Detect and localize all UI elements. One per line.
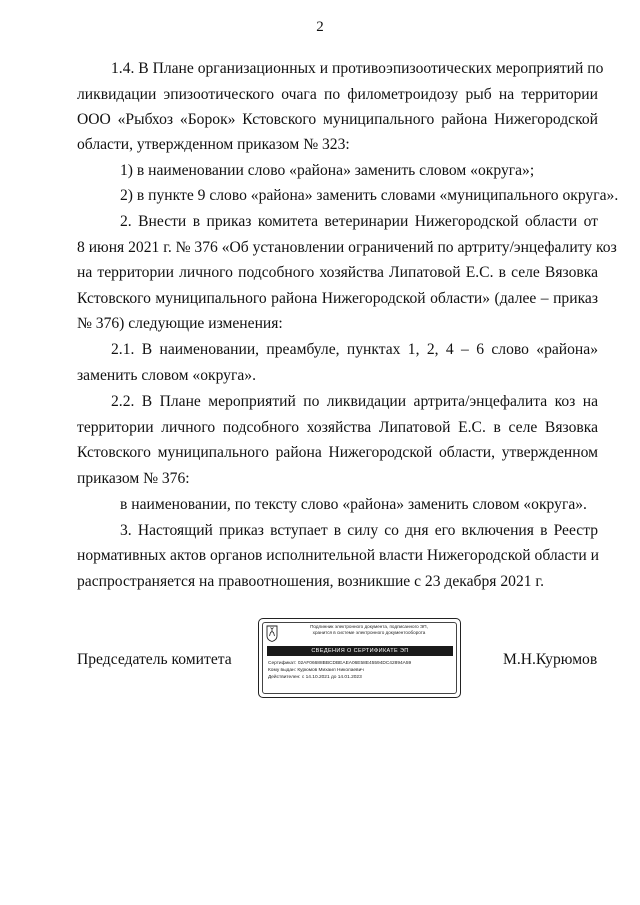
- stamp-header-line-2: хранится в системе электронного документооборота: [312, 630, 426, 635]
- para-2-line-4: Кстовского муниципального района Нижегородской области» (далее – приказ: [77, 290, 598, 307]
- stamp-certificate-band: СВЕДЕНИЯ О СЕРТИФИКАТЕ ЭП: [267, 646, 453, 656]
- signatory-position: Председатель комитета: [77, 651, 232, 668]
- stamp-certificate-row: [268, 661, 411, 667]
- stamp-valid-value: с 14.10.2021 до 14.01.2023: [301, 675, 362, 680]
- stamp-header: [283, 624, 455, 636]
- para-1-4-line-1: 1.4. В Плане организационных и противоэпизоотических мероприятий по: [111, 60, 604, 77]
- stamp-valid-row: [268, 675, 362, 681]
- deer-emblem-icon: [266, 625, 278, 642]
- para-2-line-1: 2. Внести в приказ комитета ветеринарии Нижегородской области от: [120, 213, 598, 230]
- para-1-4-line-3: ООО «Рыбхоз «Борок» Кстовского муниципального района Нижегородской: [77, 111, 598, 128]
- para-2-1-line-1: 2.1. В наименовании, преамбуле, пунктах 1, 2, 4 – 6 слово «района»: [111, 341, 598, 358]
- para-2-line-5: № 376) следующие изменения:: [77, 315, 283, 332]
- para-3-line-1: 3. Настоящий приказ вступает в силу со дня его включения в Реестр: [120, 522, 598, 539]
- para-2-2-line-1: 2.2. В Плане мероприятий по ликвидации артрита/энцефалита коз на: [111, 393, 598, 410]
- stamp-certificate-value: 02AF06688BBCDBEAEA06E58E45594DC42894A59: [297, 661, 412, 666]
- stamp-issued-row: [268, 668, 364, 674]
- para-2-2-item: в наименовании, по тексту слово «района» заменить словом «округа».: [120, 496, 587, 513]
- para-2-1-line-2: заменить словом «округа».: [77, 367, 256, 384]
- page-number: 2: [316, 19, 324, 35]
- para-3-line-2: нормативных актов органов исполнительной власти Нижегородской области и: [77, 547, 599, 564]
- signatory-name: М.Н.Курюмов: [503, 651, 598, 668]
- stamp-issued-label: Кому выдан:: [268, 668, 296, 673]
- para-2-2-line-3: Кстовского муниципального района Нижегородской области, утвержденном: [77, 444, 598, 461]
- para-2-2-line-2: территории личного подсобного хозяйства Липатовой Е.С. в селе Вязовка: [77, 419, 598, 436]
- para-1-4-line-4: области, утвержденном приказом № 323:: [77, 136, 350, 153]
- para-1-4-item-2: 2) в пункте 9 слово «района» заменить словами «муниципального округа».: [120, 187, 619, 204]
- para-1-4-line-2: ликвидации эпизоотического очага по филометроидозу рыб на территории: [77, 86, 598, 103]
- para-1-4-item-1: 1) в наименовании слово «района» заменить словом «округа»;: [120, 162, 535, 179]
- electronic-signature-stamp: [258, 618, 461, 698]
- para-2-line-2: 8 июня 2021 г. № 376 «Об установлении ограничений по артриту/энцефалиту коз: [77, 239, 617, 256]
- stamp-certificate-label: Сертификат:: [268, 661, 297, 666]
- stamp-header-line-1: Подлинник электронного документа, подписанного ЭП,: [310, 624, 428, 629]
- para-2-line-3: на территории личного подсобного хозяйства Липатовой Е.С. в селе Вязовка: [77, 264, 598, 281]
- stamp-issued-value: Курюмов Михаил Николаевич: [297, 668, 364, 673]
- para-2-2-line-4: приказом № 376:: [77, 470, 190, 487]
- para-3-line-3: распространяется на правоотношения, возникшие с 23 декабря 2021 г.: [77, 573, 544, 590]
- stamp-valid-label: Действителен:: [268, 675, 301, 680]
